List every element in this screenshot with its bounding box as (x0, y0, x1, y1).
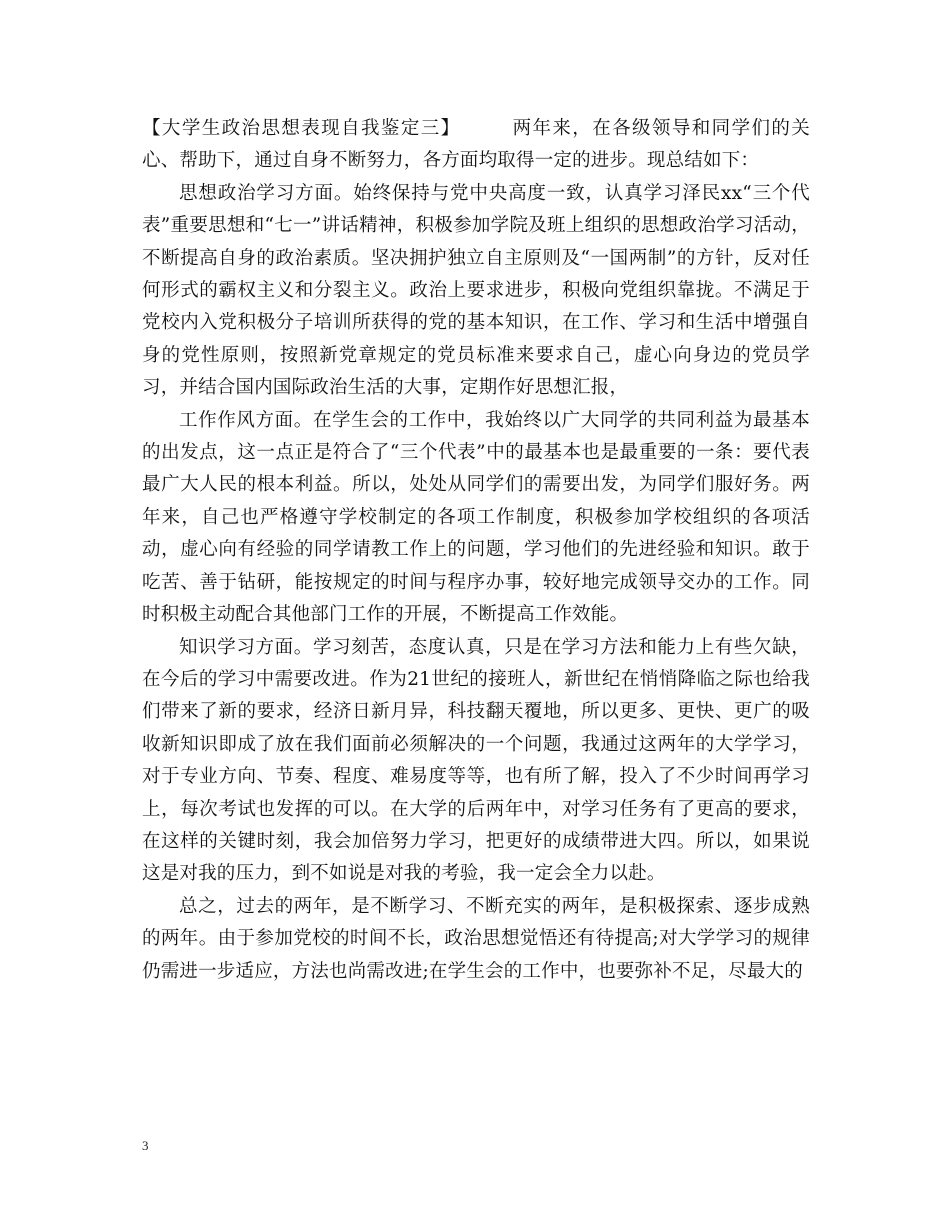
paragraph-knowledge-study: 知识学习方面。学习刻苦，态度认真，只是在学习方法和能力上有些欠缺，在今后的学习中需要改进。作为21世纪的接班人，新世纪在悄悄降临之际也给我们带来了新的要求，经济日新月异，科技翻天覆地，所以更多、更快、更广的吸收新知识即成了放在我们面前必须解决的一个问题，我通过这两年的大学学习，对于专业方向、节奏、程度、难易度等等，也有所了解，投入了不少时间再学习上，每次考试也发挥的可以。在大学的后两年中，对学习任务有了更高的要求，在这样的关键时刻，我会加倍努力学习，把更好的成绩带进大四。所以，如果说这是对我的压力，到不如说是对我的考验，我一定会全力以赴。 (142, 636, 810, 885)
page-number: 3 (142, 1138, 149, 1153)
paragraph-political-study: 思想政治学习方面。始终保持与党中央高度一致，认真学习泽民xx“三个代表”重要思想和“七一”讲话精神，积极参加学院及班上组织的思想政治学习活动，不断提高自身的政治素质。坚决拥护独立自主原则及“一国两制”的方针，反对任何形式的霸权主义和分裂主义。政治上要求进步，积极向党组织靠拢。不满足于党校内入党积极分子培训所获得的党的基本知识，在工作、学习和生活中增强自身的党性原则，按照新党章规定的党员标准来要求自己，虚心向身边的党员学习，并结合国内国际政治生活的大事，定期作好思想汇报， (142, 182, 810, 399)
intro-text: 两年来，在各级领导和同学们的关心、帮助下，通过自身不断努力，各方面均取得一定的进步。现总结如下： (142, 118, 810, 172)
document-body (142, 113, 810, 988)
document-heading: 【大学生政治思想表现自我鉴定三】 (142, 118, 461, 139)
paragraph-summary: 总之，过去的两年，是不断学习、不断充实的两年，是积极探索、逐步成熟的两年。由于参加党校的时间不长，政治思想觉悟还有待提高;对大学学习的规律仍需进一步适应，方法也尚需改进;在学生会的工作中，也要弥补不足，尽最大的 (142, 895, 810, 982)
intro-paragraph (142, 113, 810, 178)
paragraph-work-style: 工作作风方面。在学生会的工作中，我始终以广大同学的共同利益为最基本的出发点，这一点正是符合了“三个代表”中的最基本也是最重要的一条：要代表最广大人民的根本利益。所以，处处从同学们的需要出发，为同学们服好务。两年来，自己也严格遵守学校制定的各项工作制度，积极参加学校组织的各项活动，虚心向有经验的同学请教工作上的问题，学习他们的先进经验和知识。敢于吃苦、善于钻研，能按规定的时间与程序办事，较好地完成领导交办的工作。同时积极主动配合其他部门工作的开展，不断提高工作效能。 (142, 409, 810, 626)
